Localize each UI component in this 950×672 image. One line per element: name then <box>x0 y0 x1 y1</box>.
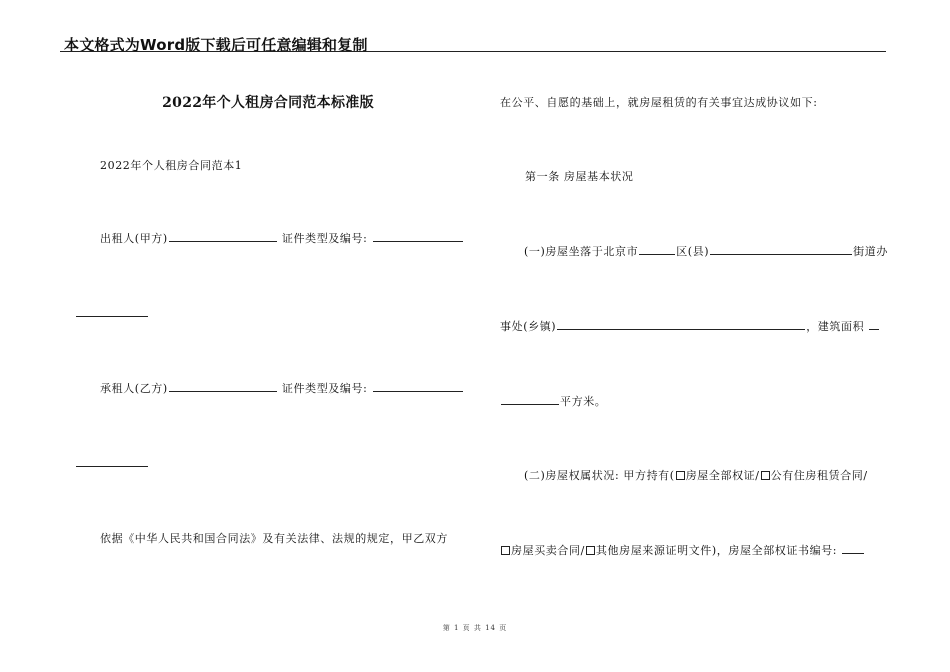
ownership-certificate-checkbox[interactable] <box>676 471 685 480</box>
intro-text: 在公平、自愿的基础上，就房屋租赁的有关事宜达成协议如下: <box>500 96 818 109</box>
contract-line <box>500 542 865 558</box>
office-label: 事处(乡镇) <box>500 320 557 333</box>
lessee-id-field[interactable] <box>373 381 463 392</box>
other-proof-checkbox[interactable] <box>586 546 595 555</box>
lessee-id-continuation <box>76 466 148 467</box>
lessor-id-field[interactable] <box>373 231 463 242</box>
lessor-label: 出租人(甲方) <box>100 232 168 245</box>
area-line <box>500 393 606 409</box>
other-proof-label: 其他房屋来源证明文件)，房屋全部权证书编号: <box>595 544 838 557</box>
location-label: (一)房屋坐落于北京市 <box>524 245 639 258</box>
street-office-label: 街道办 <box>853 245 888 258</box>
lessee-line <box>100 380 464 396</box>
lessor-id-continuation <box>76 316 148 317</box>
sale-contract-label: 房屋买卖合同/ <box>511 544 585 557</box>
ownership-label: (二)房屋权属状况: 甲方持有( <box>524 469 675 482</box>
sale-contract-checkbox[interactable] <box>501 546 510 555</box>
lessee-id-label: 证件类型及编号: <box>281 382 368 395</box>
document-title: 2022年个人租房合同范本标准版 <box>162 95 374 111</box>
ownership-line <box>524 467 868 483</box>
certificate-number-field[interactable] <box>842 543 864 554</box>
lessor-line <box>100 230 464 246</box>
public-housing-label: 公有住房租赁合同/ <box>770 469 868 482</box>
area-label: ，建筑面积 <box>806 320 865 333</box>
district-label: 区(县) <box>676 245 710 258</box>
township-field[interactable] <box>557 319 805 330</box>
lessee-name-field[interactable] <box>169 381 277 392</box>
public-housing-checkbox[interactable] <box>761 471 770 480</box>
page-footer: 第 1 页 共 14 页 <box>442 624 508 632</box>
sample-label: 2022年个人租房合同范本1 <box>100 159 243 172</box>
basis-text: 依据《中华人民共和国合同法》及有关法律、法规的规定，甲乙双方 <box>100 532 448 545</box>
office-line <box>500 318 880 334</box>
page-header: 本文格式为Word版下载后可任意编辑和复制 <box>64 36 368 54</box>
lessor-name-field[interactable] <box>169 231 277 242</box>
location-line <box>524 243 888 259</box>
article-1-heading: 第一条 房屋基本状况 <box>525 170 634 183</box>
street-field[interactable] <box>710 244 852 255</box>
area-field[interactable] <box>501 394 559 405</box>
header-divider <box>60 51 886 52</box>
ownership-certificate-label: 房屋全部权证/ <box>685 469 760 482</box>
area-unit: 平方米。 <box>560 395 607 408</box>
lessor-id-label: 证件类型及编号: <box>281 232 368 245</box>
district-field[interactable] <box>639 244 675 255</box>
area-field-start[interactable] <box>869 319 879 330</box>
lessee-label: 承租人(乙方) <box>100 382 168 395</box>
